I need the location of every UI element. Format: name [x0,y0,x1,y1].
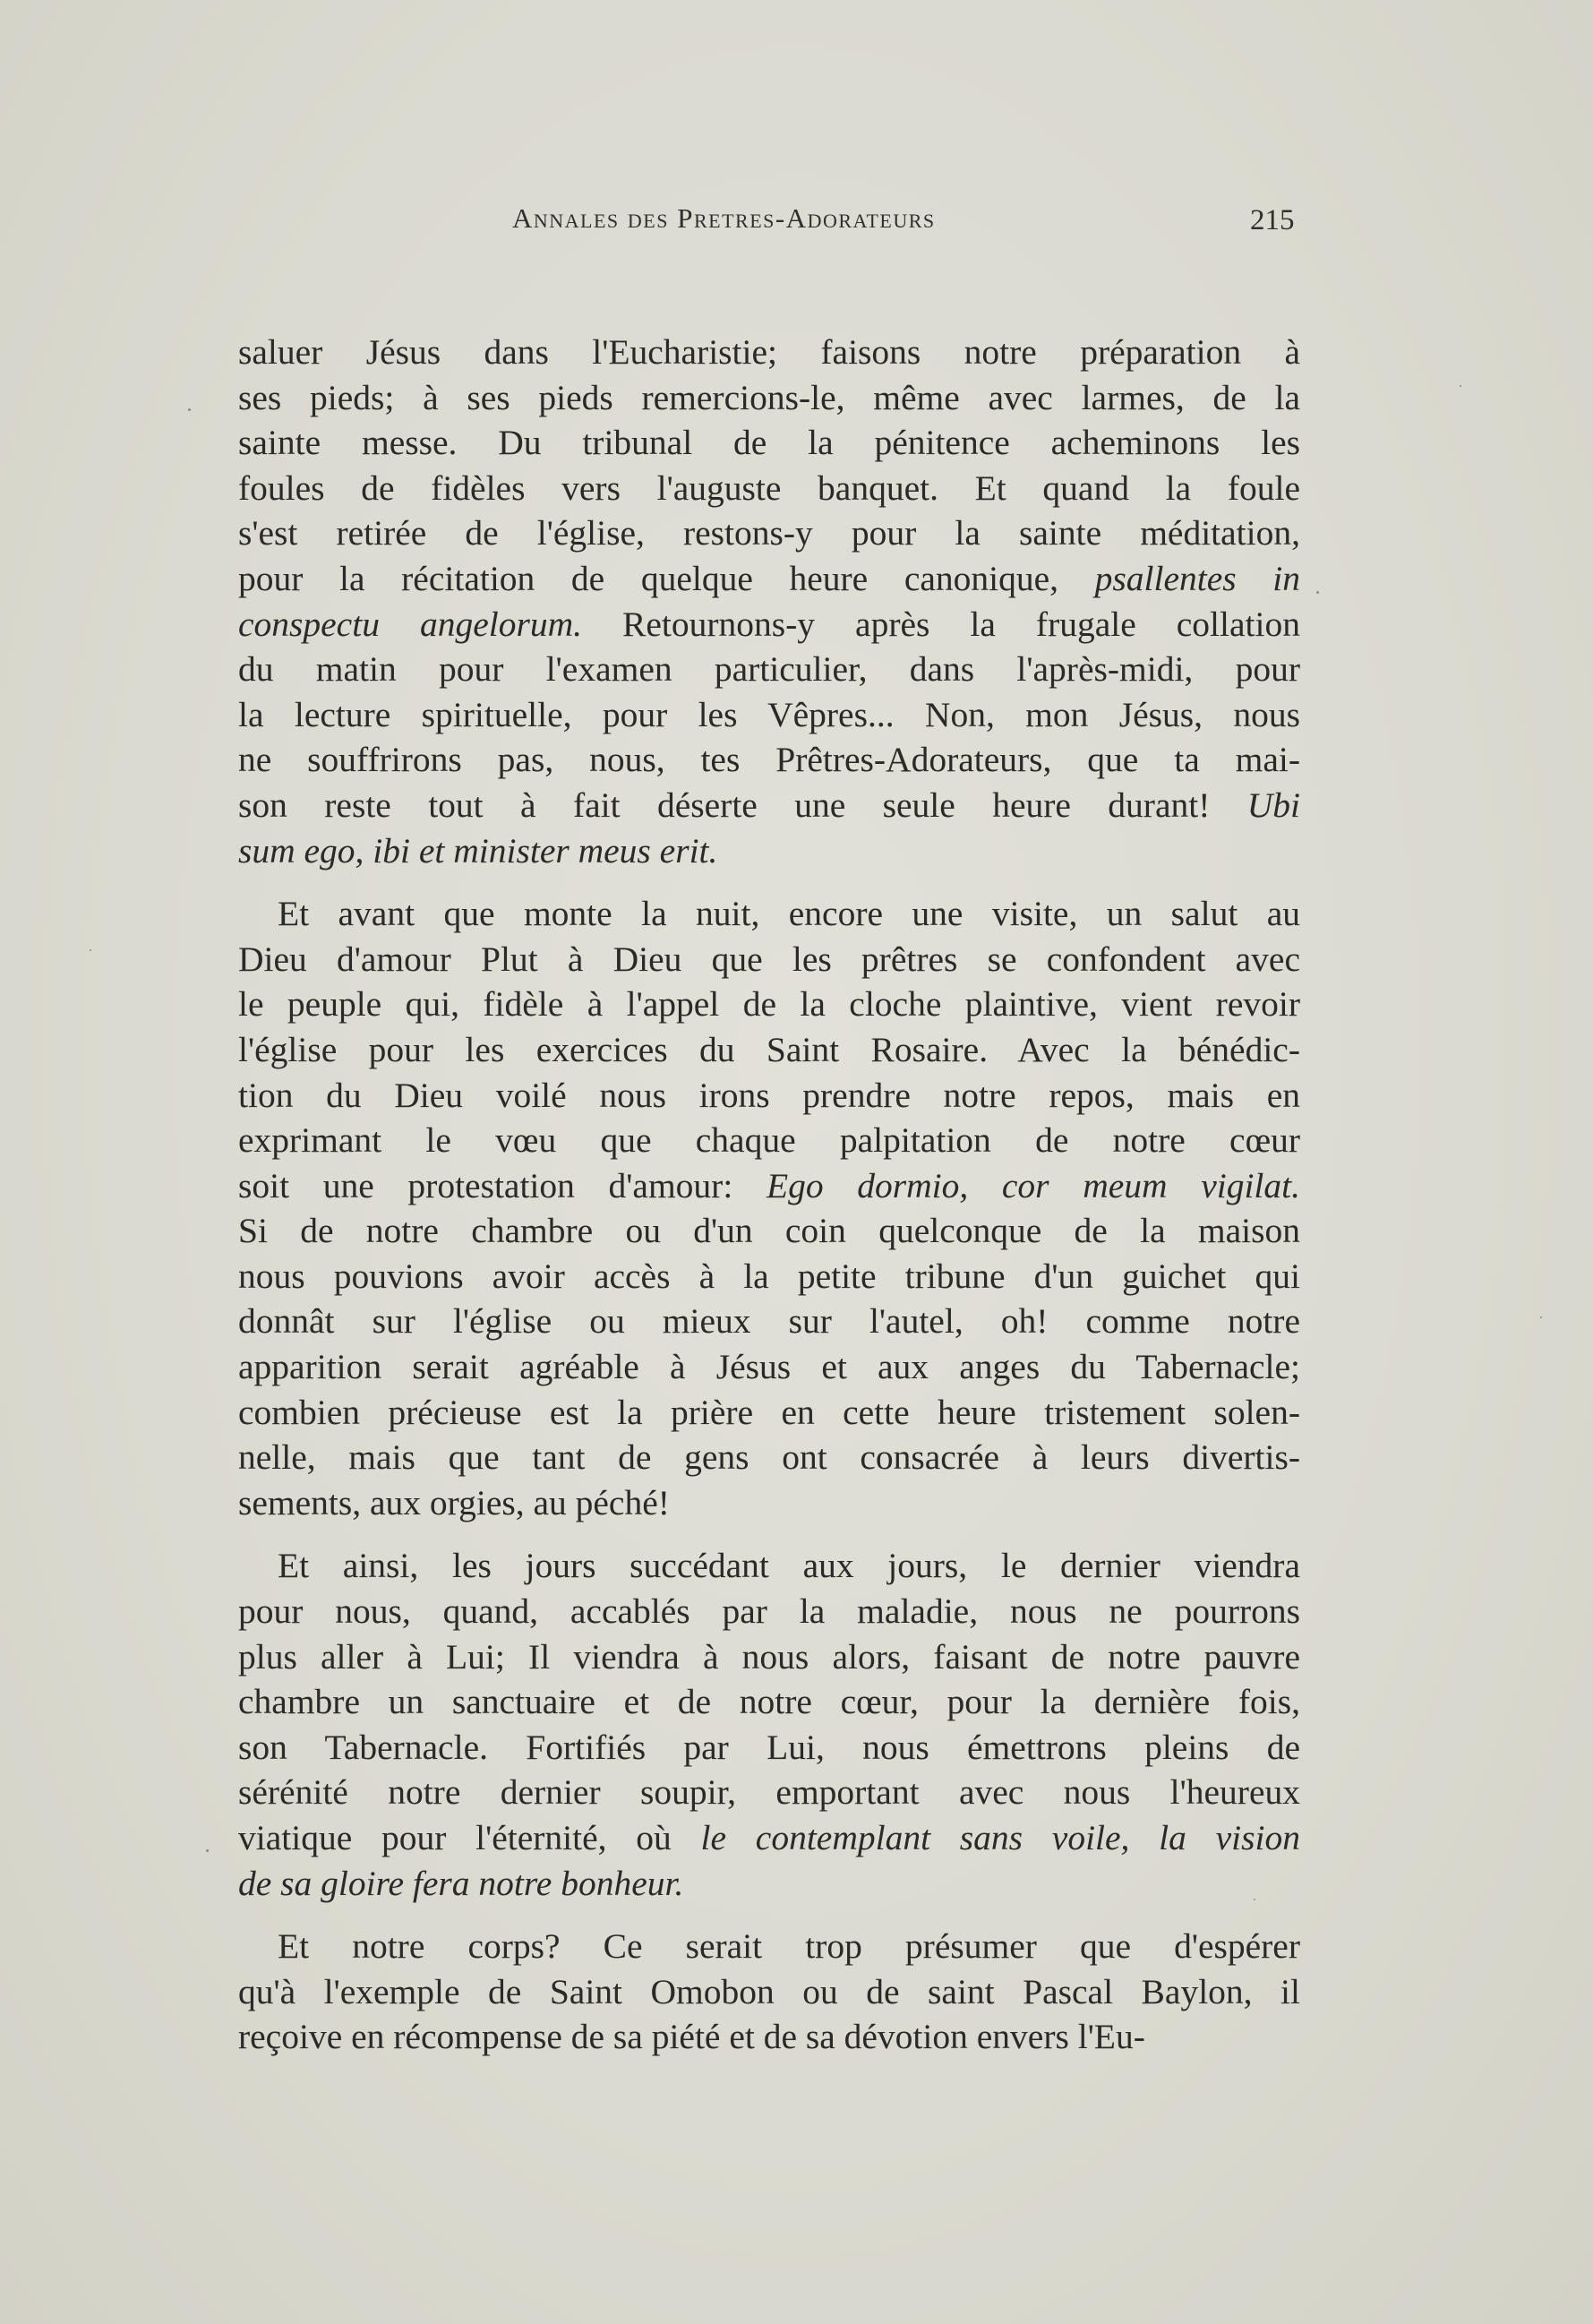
text-line: donnât sur l'église ou mieux sur l'autel, oh! comme notre [238,1301,1300,1342]
text-line: Dieu d'amour Plut à Dieu que les prêtres se confondent avec [238,939,1300,979]
text-line: plus aller à Lui; Il viendra à nous alors, faisant de notre pauvre [238,1636,1300,1677]
text-line [238,828,1300,874]
text-line: sainte messe. Du tribunal de la pénitence acheminons les [238,423,1300,463]
text-line: chambre un sanctuaire et de notre cœur, pour la dernière fois, [238,1682,1300,1722]
running-header [0,202,1593,247]
text-line: saluer Jésus dans l'Eucharistie; faisons notre préparation à [238,332,1300,372]
text-line: apparition serait agréable à Jésus et aux anges du Tabernacle; [238,1347,1300,1387]
text-segment: soit une protestation d'amour: [238,1165,767,1205]
text-line: la lecture spirituelle, pour les Vêpres... Non, mon Jésus, nous [238,694,1300,734]
text-line [238,1861,1300,1907]
italic-phrase: de sa gloire fera notre bonheur. [238,1863,684,1903]
text-segment: pour la récitation de quelque heure canonique, [238,558,1095,598]
italic-phrase: Ubi [1246,785,1300,825]
text-line: ses pieds; à ses pieds remercions-le, même avec larmes, de la [238,377,1300,417]
body-text [238,330,1300,2060]
text-line: exprimant le vœu que chaque palpitation de notre cœur [238,1120,1300,1161]
italic-phrase: Ego dormio, cor meum vigilat. [766,1165,1301,1205]
text-segment: son reste tout à fait déserte une seule heure durant! [238,785,1247,825]
text-line: Et notre corps? Ce serait trop présumer que d'espérer [278,1926,1300,1967]
paragraph [238,891,1300,1525]
text-line [238,602,1300,647]
text-segment: Retournons-y après la frugale collation [581,604,1300,644]
text-line: reçoive en récompense de sa piété et de sa dévotion envers l'Eu- [238,2017,1145,2057]
italic-phrase: sum ego, ibi et minister meus erit. [238,830,718,870]
italic-phrase: le contemplant sans voile, la vision [700,1818,1300,1857]
italic-phrase: psallentes in [1094,558,1300,598]
text-segment: viatique pour l'éternité, où [238,1818,701,1857]
text-line: qu'à l'exemple de Saint Omobon ou de saint Pascal Baylon, il [238,1971,1300,2011]
text-line: nelle, mais que tant de gens ont consacrée à leurs divertis- [238,1437,1300,1478]
paragraph [238,1924,1300,2060]
paragraph [238,330,1300,873]
paragraph [238,1543,1300,1906]
text-line: Et ainsi, les jours succédant aux jours, le dernier viendra [278,1546,1300,1586]
text-line: sements, aux orgies, au péché! [238,1482,670,1522]
text-line: ne souffrirons pas, nous, tes Prêtres-Adorateurs, que ta mai- [238,740,1300,780]
text-line [238,1163,1300,1209]
text-line: son Tabernacle. Fortifiés par Lui, nous émettrons pleins de [238,1727,1300,1767]
page-number: 215 [1250,204,1295,236]
italic-phrase: conspectu angelorum. [238,604,582,644]
text-line [238,556,1300,602]
text-line: le peuple qui, fidèle à l'appel de la cloche plaintive, vient revoir [238,984,1300,1025]
text-line: nous pouvions avoir accès à la petite tribune d'un guichet qui [238,1256,1300,1296]
text-line: s'est retirée de l'église, restons-y pour la sainte méditation, [238,513,1300,553]
text-line: combien précieuse est la prière en cette heure tristement solen- [238,1392,1300,1432]
text-line: foules de fidèles vers l'auguste banquet. Et quand la foule [238,467,1300,508]
text-line: du matin pour l'examen particulier, dans l'après-midi, pour [238,649,1300,690]
text-line [238,783,1300,828]
text-line [238,1815,1300,1861]
text-line: Et avant que monte la nuit, encore une visite, un salut au [278,894,1300,934]
text-line: pour nous, quand, accablés par la maladie, nous ne pourrons [238,1591,1300,1632]
text-line: Si de notre chambre ou d'un coin quelconque de la maison [238,1211,1300,1251]
running-title: Annales des Pretres-Adorateurs [512,202,936,234]
text-line: sérénité notre dernier soupir, emportant avec nous l'heureux [238,1772,1300,1813]
text-line: l'église pour les exercices du Saint Rosaire. Avec la bénédic- [238,1029,1300,1069]
text-line: tion du Dieu voilé nous irons prendre notre repos, mais en [238,1075,1300,1115]
